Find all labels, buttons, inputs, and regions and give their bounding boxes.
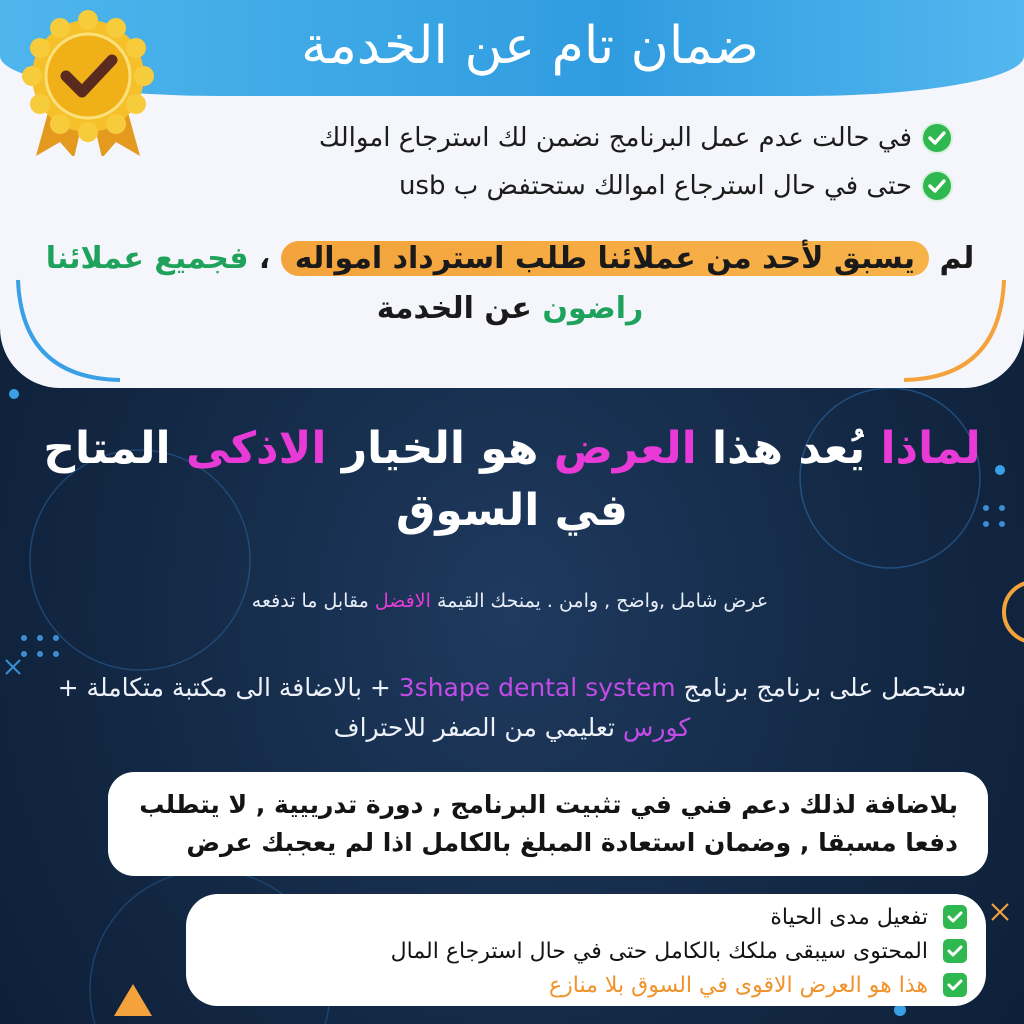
gold-medal-check-icon <box>18 6 158 156</box>
program-line-part-3: تعليمي من الصفر للاحتراف <box>333 713 615 742</box>
why-word-5: الاذكى <box>185 423 327 474</box>
green-checkbox-icon <box>942 972 968 998</box>
guarantee-point-2-text: حتى في حال استرجاع اموالك ستحتفض ب usb <box>398 171 912 201</box>
green-check-circle-icon <box>920 169 954 203</box>
features-list <box>186 894 986 1006</box>
why-word-4: هو الخيار <box>341 423 539 474</box>
guarantee-highlight: يسبق لأحد من عملائنا طلب استرداد امواله <box>281 241 929 276</box>
feature-item-2 <box>204 934 968 968</box>
guarantee-point-2 <box>399 166 954 206</box>
feature-item-1-text: تفعيل مدى الحياة <box>770 904 928 930</box>
why-word-1: لماذا <box>880 423 981 474</box>
why-word-6: المتاح <box>43 423 171 474</box>
program-line-part-2: + بالاضافة الى مكتبة متكاملة + <box>57 673 391 702</box>
guarantee-lead: لم <box>939 241 975 276</box>
guarantee-point-1-text: في حالت عدم عمل البرنامج نضمن لك استرجاع اموالك <box>318 123 912 153</box>
green-check-circle-icon <box>920 121 954 155</box>
feature-item-3-text: هذا هو العرض الاقوى في السوق بلا منازع <box>549 972 928 998</box>
offer-line-highlight: الافضل <box>374 590 431 612</box>
feature-item-1 <box>204 900 968 934</box>
guarantee-tail: عن الخدمة <box>376 291 532 326</box>
why-heading <box>40 418 984 542</box>
guarantee-point-1 <box>319 118 954 158</box>
feature-item-2-text: المحتوى سيبقى ملكك بالكامل حتى في حال استرجاع المال <box>390 938 928 964</box>
green-checkbox-icon <box>942 938 968 964</box>
guarantee-comma: ، <box>248 241 281 276</box>
course-word: كورس <box>622 713 691 742</box>
why-word-2: يُعد هذا <box>712 423 866 474</box>
why-word-3: العرض <box>553 423 697 474</box>
support-note-box <box>108 772 988 876</box>
offer-line <box>100 590 920 612</box>
offer-line-after: مقابل ما تدفعه <box>251 590 369 612</box>
support-note-text: بلاضافة لذلك دعم فني في تثبيت البرنامج , دورة تدرييية , لا يتطلب دفعا مسبقا , وضمان استعادة المبلغ بالكامل اذا لم يعجبك عرض <box>139 790 958 857</box>
offer-line-before: عرض شامل ,واضح , وامن . يمنحك القيمة <box>436 590 769 612</box>
feature-item-3 <box>204 968 968 1002</box>
program-line <box>30 668 994 748</box>
green-checkbox-icon <box>942 904 968 930</box>
why-word-7: في السوق <box>396 485 628 536</box>
program-line-part-1: ستحصل على برنامج برنامج <box>683 673 967 702</box>
guarantee-statement <box>40 234 980 334</box>
guarantee-green-text: فجميع عملائنا راضون <box>45 241 644 326</box>
banner-title: ضمان تام عن الخدمة <box>301 16 759 76</box>
software-name: 3shape dental system <box>398 673 676 702</box>
